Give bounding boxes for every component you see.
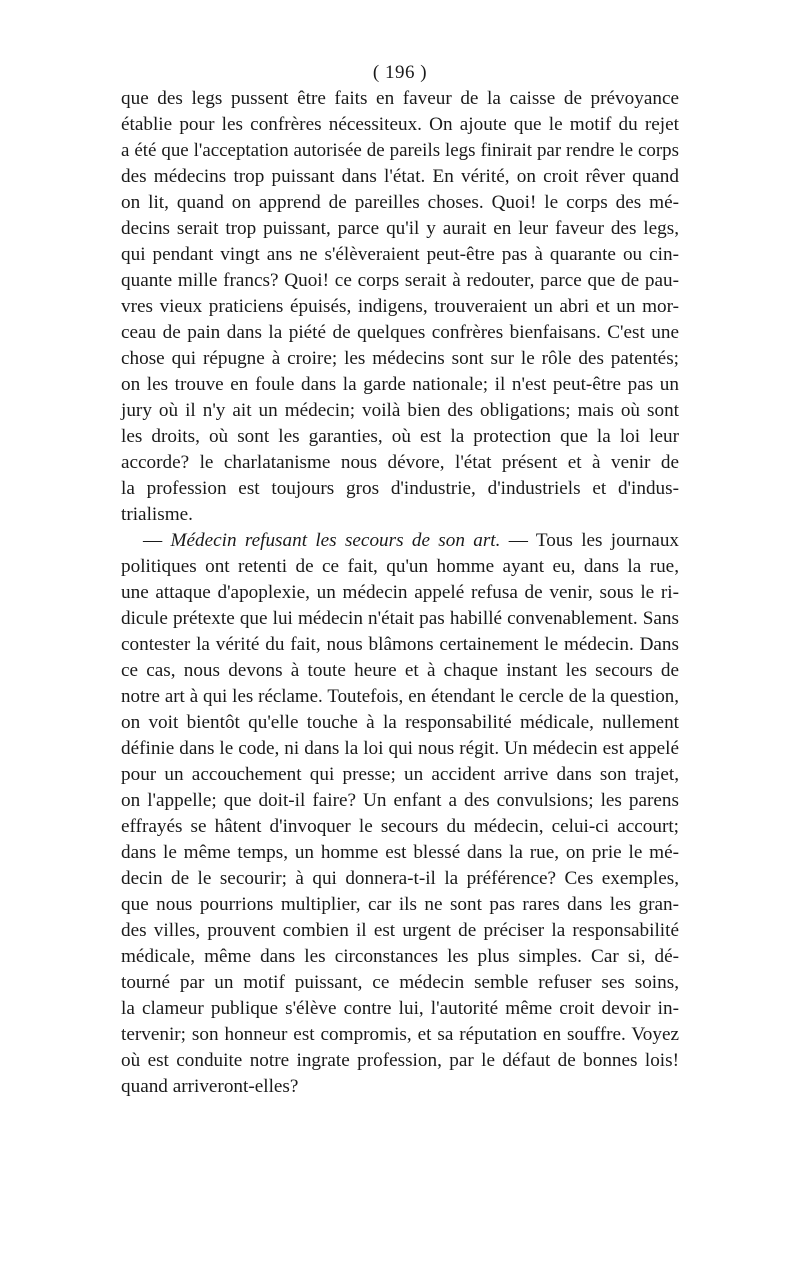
heading-dash: — bbox=[143, 530, 171, 551]
text-line: que des legs pussent être faits en faveur de la caisse de prévoyance bbox=[121, 88, 679, 109]
text-line: établie pour les confrères nécessiteux. On ajoute que le motif du rejet bbox=[121, 114, 679, 135]
text-line: decins serait trop puissant, parce qu'il y aurait en leur faveur des legs, bbox=[121, 218, 679, 239]
text-line: accorde? le charlatanisme nous dévore, l'état présent et à venir de bbox=[121, 452, 679, 473]
section-heading-line bbox=[121, 528, 679, 554]
text-line: notre art à qui les réclame. Toutefois, en étendant le cercle de la question, bbox=[121, 686, 679, 707]
text-line: dicule prétexte que lui médecin n'était pas habillé convenablement. Sans bbox=[121, 608, 679, 629]
text-line: jury où il n'y ait un médecin; voilà bien des obligations; mais où sont bbox=[121, 400, 679, 421]
text-line: la clameur publique s'élève contre lui, l'autorité même croit devoir in- bbox=[121, 998, 679, 1019]
text-line: où est conduite notre ingrate profession, par le défaut de bonnes lois! bbox=[121, 1050, 679, 1071]
text-line: qui pendant vingt ans ne s'élèveraient peut-être pas à quarante ou cin- bbox=[121, 244, 679, 265]
text-line: pour un accouchement qui presse; un accident arrive dans son trajet, bbox=[121, 764, 679, 785]
text-line: effrayés se hâtent d'invoquer le secours du médecin, celui-ci accourt; bbox=[121, 816, 679, 837]
text-line: chose qui répugne à croire; les médecins sont sur le rôle des patentés; bbox=[121, 348, 679, 369]
book-page bbox=[121, 60, 679, 1100]
text-line: quand arriveront-elles? bbox=[121, 1076, 299, 1097]
text-line: les droits, où sont les garanties, où est la protection que la loi leur bbox=[121, 426, 679, 447]
heading-rest: — Tous les journaux bbox=[500, 530, 680, 551]
text-line: contester la vérité du fait, nous blâmons certainement le médecin. Dans bbox=[121, 634, 679, 655]
text-line: decin de le secourir; à qui donnera-t-il la préférence? Ces exemples, bbox=[121, 868, 679, 889]
section-heading-title: Médecin refusant les secours de son art. bbox=[170, 530, 501, 551]
text-line: quante mille francs? Quoi! ce corps serait à redouter, parce que de pau- bbox=[121, 270, 679, 291]
text-line: tourné par un motif puissant, ce médecin semble refuser ses soins, bbox=[121, 972, 679, 993]
text-line: tervenir; son honneur est compromis, et sa réputation en souffre. Voyez bbox=[121, 1024, 679, 1045]
text-line: des villes, prouvent combien il est urgent de préciser la responsabilité bbox=[121, 920, 679, 941]
text-line: on l'appelle; que doit-il faire? Un enfant a des convulsions; les parens bbox=[121, 790, 679, 811]
text-line: une attaque d'apoplexie, un médecin appelé refusa de venir, sous le ri- bbox=[121, 582, 679, 603]
paragraph-legs bbox=[121, 86, 679, 528]
text-line: on les trouve en foule dans la garde nationale; il n'est peut-être pas un bbox=[121, 374, 679, 395]
text-line: a été que l'acceptation autorisée de pareils legs finirait par rendre le corps bbox=[121, 140, 679, 161]
page-number: ( 196 ) bbox=[372, 62, 428, 83]
text-line: on voit bientôt qu'elle touche à la responsabilité médicale, nullement bbox=[121, 712, 679, 733]
text-line: ce cas, nous devons à toute heure et à chaque instant les secours de bbox=[121, 660, 679, 681]
text-line: définie dans le code, ni dans la loi qui nous régit. Un médecin est appelé bbox=[121, 738, 679, 759]
text-line: médicale, même dans les circonstances les plus simples. Car si, dé- bbox=[121, 946, 679, 967]
text-line: ceau de pain dans la piété de quelques confrères bienfaisans. C'est une bbox=[121, 322, 679, 343]
text-line: on lit, quand on apprend de pareilles choses. Quoi! le corps des mé- bbox=[121, 192, 679, 213]
text-line: trialisme. bbox=[121, 504, 193, 525]
text-line: vres vieux praticiens épuisés, indigens, trouveraient un abri et un mor- bbox=[121, 296, 679, 317]
text-line: des médecins trop puissant dans l'état. En vérité, on croit rêver quand bbox=[121, 166, 679, 187]
paragraph-medecin-refusant bbox=[121, 528, 679, 1100]
text-line: dans le même temps, un homme est blessé dans la rue, on prie le mé- bbox=[121, 842, 679, 863]
text-line: la profession est toujours gros d'industrie, d'industriels et d'indus- bbox=[121, 478, 679, 499]
text-line: que nous pourrions multiplier, car ils ne sont pas rares dans les gran- bbox=[121, 894, 679, 915]
text-line: politiques ont retenti de ce fait, qu'un homme ayant eu, dans la rue, bbox=[121, 556, 679, 577]
